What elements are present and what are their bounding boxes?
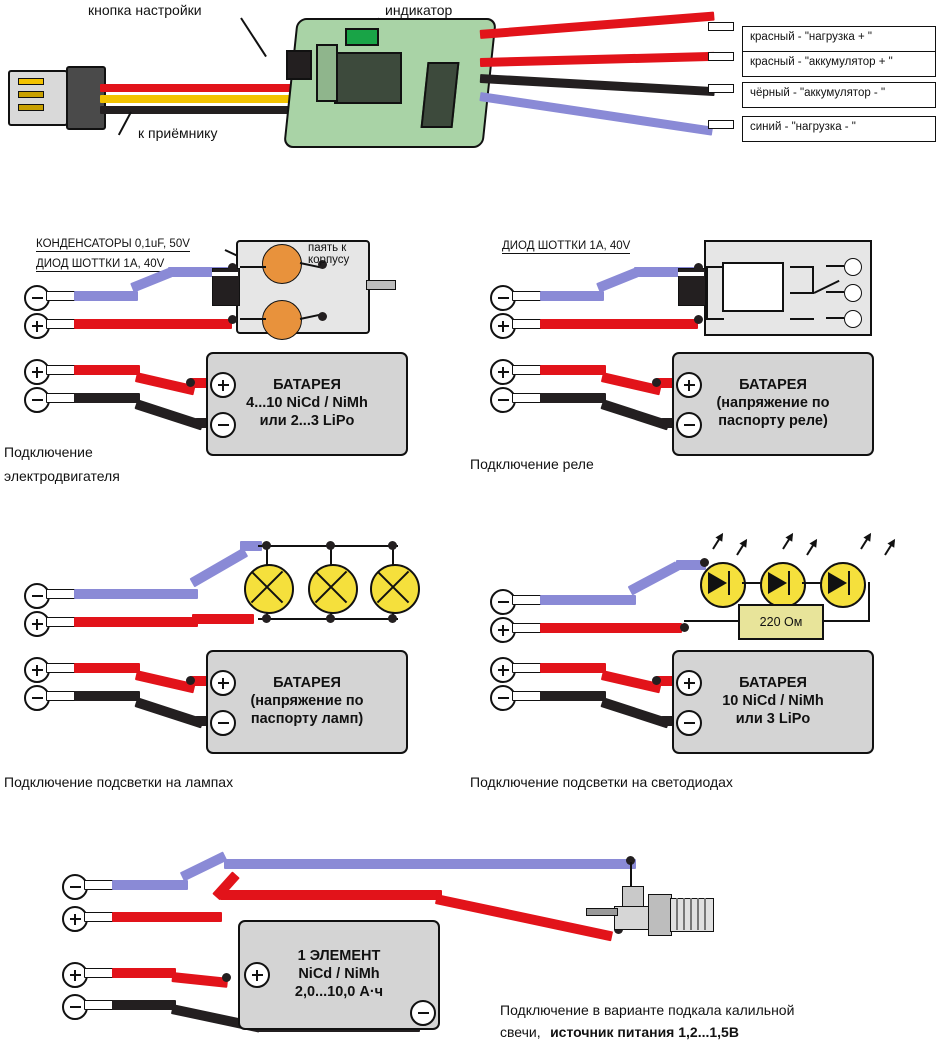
label-indicator: индикатор xyxy=(385,2,453,18)
glow-wire-red-slope xyxy=(435,894,613,941)
lead-white xyxy=(46,617,76,627)
lamps-battery-line3: паспорту ламп) xyxy=(250,710,364,727)
lead-white xyxy=(512,595,542,605)
led-resistor xyxy=(738,604,824,640)
glow-plug-clip xyxy=(622,886,644,908)
leds-right-bus xyxy=(868,582,870,622)
capacitor-top xyxy=(262,244,302,284)
relay-out-lead xyxy=(826,317,844,319)
node xyxy=(228,315,237,324)
esc-indicator-led xyxy=(345,28,379,46)
lead-white xyxy=(84,1000,114,1010)
leds-battery-line1: БАТАРЕЯ xyxy=(739,675,807,692)
receiver-plug-pins xyxy=(18,78,44,114)
diode-motor-band xyxy=(212,272,238,276)
relay-contact xyxy=(790,266,814,268)
relay-battery-line2: (напряжение по xyxy=(716,395,830,412)
label-diode-motor: ДИОД ШОТТКИ 1А, 40V xyxy=(36,258,165,270)
lamps-battery-box xyxy=(206,650,408,754)
lamps-wire-red xyxy=(74,617,198,627)
lamp-2 xyxy=(308,564,358,614)
glow-wire-red-top xyxy=(220,890,442,900)
glow-battery-line3: 2,0...10,0 А·ч xyxy=(294,983,384,1000)
light-arrow xyxy=(736,540,747,555)
thread-line xyxy=(697,898,699,930)
lead-white xyxy=(512,319,542,329)
esc-button[interactable] xyxy=(286,50,312,80)
label-to-receiver: к приёмнику xyxy=(138,125,218,141)
glow-batt-black xyxy=(112,1000,176,1010)
wire-label-1 xyxy=(742,51,936,77)
motor-red-lead-white xyxy=(46,319,76,329)
thread-line xyxy=(676,898,678,930)
thread-line xyxy=(690,898,692,930)
node xyxy=(694,263,703,272)
node xyxy=(680,623,689,632)
lead-white xyxy=(46,691,76,701)
wire-label-2-text: чёрный - "аккумулятор - " xyxy=(750,87,886,99)
node xyxy=(192,418,201,427)
motor-shaft xyxy=(366,280,396,290)
motor-battery-line3: или 2...3 LiPo xyxy=(259,412,355,429)
glow-wire-blue-diag xyxy=(180,851,228,881)
node xyxy=(694,315,703,324)
lead-white xyxy=(512,291,542,301)
node xyxy=(326,614,335,623)
glow-caption-line2 xyxy=(500,1024,739,1042)
lamps-batt-black xyxy=(74,691,140,701)
motor-lead xyxy=(240,266,266,268)
lamps-battery-plus xyxy=(210,670,236,696)
leds-link xyxy=(802,582,822,584)
lead-white xyxy=(46,393,76,403)
led-2-bar xyxy=(788,571,790,595)
relay-battery-plus xyxy=(676,372,702,398)
node xyxy=(228,263,237,272)
lamps-wire-red-end xyxy=(192,614,254,624)
node xyxy=(658,716,667,725)
leds-wire-blue-diag xyxy=(628,561,680,595)
relay-out-lead xyxy=(826,265,844,267)
lamps-wire-blue-diag xyxy=(190,548,249,588)
relay-out-1 xyxy=(844,258,862,276)
leds-wire-blue xyxy=(540,595,636,605)
wire-label-0-text: красный - "нагрузка + " xyxy=(750,31,873,43)
led-resistor-label: 220 Ом xyxy=(759,615,803,629)
glow-batt-red xyxy=(112,968,176,978)
glow-plug-hex xyxy=(648,894,672,936)
glow-batt-red-diag xyxy=(171,972,228,988)
leds-bottom-bus xyxy=(820,620,870,622)
relay-wire-blue-diag xyxy=(596,268,639,293)
node xyxy=(658,418,667,427)
lamps-battery-line2: (напряжение по xyxy=(250,693,364,710)
esc-chip-small xyxy=(316,44,338,102)
node xyxy=(318,312,327,321)
motor-blue-lead-white xyxy=(46,291,76,301)
relay-armature xyxy=(812,268,814,294)
led-2-symbol xyxy=(768,572,787,594)
light-arrow xyxy=(806,540,817,555)
motor-caption-line2: электродвигателя xyxy=(4,468,120,484)
node xyxy=(262,541,271,550)
thread-line xyxy=(683,898,685,930)
glow-battery-plus xyxy=(244,962,270,988)
wire-label-0 xyxy=(742,26,936,52)
glow-wire-blue xyxy=(112,880,188,890)
light-arrow xyxy=(860,534,871,549)
lead-white xyxy=(512,623,542,633)
glow-caption-line2-a: свечи, xyxy=(500,1024,541,1040)
wire-label-1-text: красный - "аккумулятор + " xyxy=(750,56,893,68)
motor-batt-red xyxy=(74,365,140,375)
diode-relay-band xyxy=(678,272,704,276)
leds-caption: Подключение подсветки на светодиодах xyxy=(470,774,733,790)
glow-wire-blue-top xyxy=(224,859,636,869)
relay-lead xyxy=(706,266,724,268)
relay-out-2 xyxy=(844,284,862,302)
lamps-wire-blue xyxy=(74,589,198,599)
leds-battery-minus xyxy=(676,710,702,736)
motor-battery-minus xyxy=(210,412,236,438)
light-arrow xyxy=(884,540,895,555)
esc-chip-large xyxy=(334,52,402,104)
leds-battery-plus xyxy=(676,670,702,696)
relay-lead xyxy=(706,318,724,320)
node xyxy=(652,378,661,387)
label-diode-relay: ДИОД ШОТТКИ 1А, 40V xyxy=(502,240,631,252)
lead-white xyxy=(512,365,542,375)
led-1-symbol xyxy=(708,572,727,594)
esc-output-wires xyxy=(480,14,740,144)
relay-wire-blue xyxy=(540,291,604,301)
lead-white xyxy=(46,589,76,599)
wire-label-3 xyxy=(742,116,936,142)
motor-lead xyxy=(240,318,266,320)
lead-white xyxy=(512,691,542,701)
solder-note-box xyxy=(308,242,370,276)
node xyxy=(222,973,231,982)
glow-caption-line2-b: источник питания 1,2...1,5В xyxy=(550,1024,739,1040)
lead-white xyxy=(84,880,114,890)
leds-battery-line2: 10 NiCd / NiMh xyxy=(722,693,824,710)
node xyxy=(326,541,335,550)
relay-battery-box xyxy=(672,352,874,456)
leds-batt-black xyxy=(540,691,606,701)
lead-white xyxy=(84,912,114,922)
relay-batt-black xyxy=(540,393,606,403)
node xyxy=(700,558,709,567)
leds-battery-line3: или 3 LiPo xyxy=(735,710,811,727)
node xyxy=(186,676,195,685)
glow-plug-body xyxy=(614,906,650,930)
leds-res-lead xyxy=(684,620,740,622)
capacitor-bottom xyxy=(262,300,302,340)
lead-white xyxy=(46,365,76,375)
relay-out-lead xyxy=(826,291,844,293)
motor-caption-line1: Подключение xyxy=(4,444,93,460)
leds-wire-red xyxy=(540,623,682,633)
relay-lead xyxy=(706,266,708,320)
lamp-1 xyxy=(244,564,294,614)
lead-white xyxy=(46,663,76,673)
motor-battery-line1: БАТАРЕЯ xyxy=(273,377,341,394)
relay-coil xyxy=(722,262,784,312)
relay-caption: Подключение реле xyxy=(470,456,594,472)
led-1-bar xyxy=(728,571,730,595)
lamp-3 xyxy=(370,564,420,614)
relay-contact xyxy=(790,292,814,294)
glow-caption-line1: Подключение в варианте подкала калильной xyxy=(500,1002,795,1018)
node xyxy=(388,541,397,550)
leds-batt-red xyxy=(540,663,606,673)
node xyxy=(388,614,397,623)
glow-battery-line1: 1 ЭЛЕМЕНТ xyxy=(297,948,381,965)
motor-battery-line2: 4...10 NiCd / NiMh xyxy=(246,395,368,412)
lamps-battery-minus xyxy=(210,710,236,736)
light-arrow xyxy=(712,534,723,549)
motor-battery-box xyxy=(206,352,408,456)
node xyxy=(192,716,201,725)
led-3-symbol xyxy=(828,572,847,594)
relay-wire-red xyxy=(540,319,698,329)
label-setup-button: кнопка настройки xyxy=(88,2,202,18)
node xyxy=(186,378,195,387)
motor-wire-blue xyxy=(74,291,138,301)
wire-label-2 xyxy=(742,82,936,108)
motor-wire-red xyxy=(74,319,232,329)
relay-batt-red xyxy=(540,365,606,375)
leds-link xyxy=(742,582,762,584)
glow-battery-line2: NiCd / NiMh xyxy=(298,966,380,983)
glow-plug-wire xyxy=(586,908,618,916)
thread-line xyxy=(704,898,706,930)
node xyxy=(262,614,271,623)
leader-setup-button xyxy=(240,17,267,57)
light-arrow xyxy=(782,534,793,549)
lead-white xyxy=(512,663,542,673)
lamps-battery-line1: БАТАРЕЯ xyxy=(273,675,341,692)
led-3-bar xyxy=(848,571,850,595)
relay-battery-line1: БАТАРЕЯ xyxy=(739,377,807,394)
leader-to-receiver xyxy=(118,112,132,136)
glow-wire-red xyxy=(112,912,222,922)
motor-batt-black xyxy=(74,393,140,403)
relay-battery-line3: паспорту реле) xyxy=(718,412,828,429)
label-capacitors: КОНДЕНСАТОРЫ 0,1uF, 50V xyxy=(36,238,190,250)
lamps-caption: Подключение подсветки на лампах xyxy=(4,774,234,790)
leds-battery-box xyxy=(672,650,874,754)
wire-signal-red xyxy=(100,84,300,92)
wire-signal-yellow xyxy=(100,95,300,103)
glow-battery-minus xyxy=(410,1000,436,1026)
wire-label-3-text: синий - "нагрузка - " xyxy=(750,121,856,133)
lead-white xyxy=(512,393,542,403)
motor-battery-plus xyxy=(210,372,236,398)
relay-battery-minus xyxy=(676,412,702,438)
lead-white xyxy=(84,968,114,978)
glow-lead xyxy=(630,862,632,888)
relay-contact xyxy=(790,318,814,320)
lamps-batt-red xyxy=(74,663,140,673)
relay-out-3 xyxy=(844,310,862,328)
solder-note-line2: корпусу xyxy=(308,254,350,266)
solder-note-line1: паять к xyxy=(308,242,347,254)
node xyxy=(652,676,661,685)
